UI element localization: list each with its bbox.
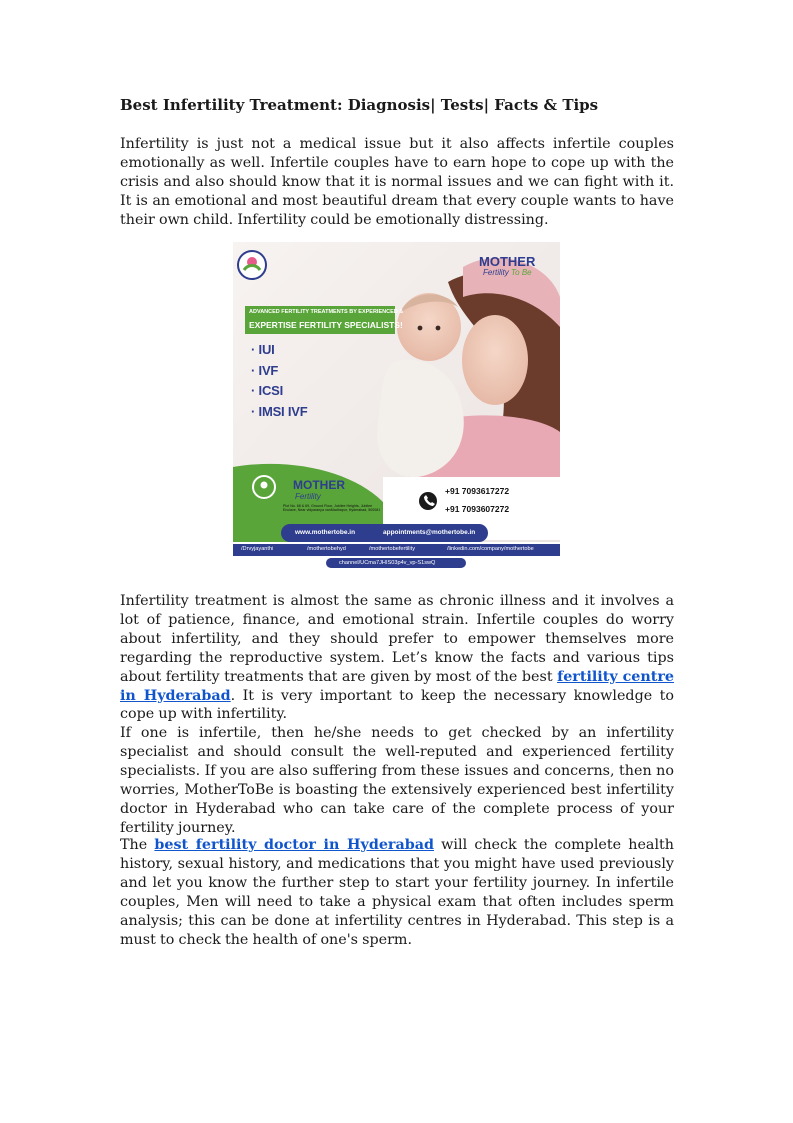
brand-sub-b: To Be [511,268,532,277]
brand-sub-a: Fertility [295,492,321,501]
phone-number-2: +91 7093607272 [445,504,510,514]
youtube-channel: channel/UCma7JHIS03p4v_vp-S1swQ [339,560,436,566]
phone-number-1: +91 7093617272 [445,486,510,496]
linkedin-handle: /linkedin.com/company/mothertobe [447,546,534,552]
text-segment: will check the complete health history, sexual history, and medications that you might have used previously and let you know the further step to start your fertility journey. In infertile couples, Men will need to take a physical exam that often includes sperm analysis; this can be done at infertility centres in Hyderabad. This step is a must to check the health of one's sperm. [120,837,674,948]
clinic-advertisement-image [233,242,560,570]
treatment-item: · ICSI [251,383,284,398]
brand-logo-bottom: MOTHER [293,478,345,492]
brand-logo-top-sub [483,268,532,277]
website-text: www.mothertobe.in [295,529,356,536]
brand-sub-a: Fertility [483,268,509,277]
text-segment: The [120,837,155,853]
twitter-handle: /mothertobehyd [307,546,346,552]
banner-line-2: EXPERTISE FERTILITY SPECIALISTS! [249,320,403,330]
treatment-paragraph [120,592,674,724]
instagram-handle: /mothertobefertility [369,546,416,552]
clinic-address: Plot No. 68 & 69, Ground Floor, Jubilee Heights, Jubilee Enclave, Near vidyaranya vanMadhapur, Hyderabad, 500081 [283,504,381,513]
fertility-doctor-link[interactable]: best fertility doctor in Hyderabad [154,837,434,853]
treatment-item: · IVF [251,362,279,378]
brand-logo-bottom-sub [295,492,344,501]
article-title: Best Infertility Treatment: Diagnosis| Tests| Facts & Tips [120,96,599,114]
fertility-centre-link[interactable]: fertility centre in Hyderabad [120,668,674,704]
specialist-paragraph: If one is infertile, then he/she needs to get checked by an infertility specialist and should consult the well-reputed and experienced fertility specialists. If you are also suffering from these issues and concerns, then no worries, MotherToBe is boasting the extensively experienced best infertility doctor in Hyderabad who can take care of the complete process of your fertility journey. [120,725,674,836]
brand-logo-top: MOTHER [479,254,536,269]
treatment-item: · IMSI IVF [251,403,308,419]
treatment-item: · IUI [251,342,275,357]
facebook-handle: /Drvyjayanthi [241,546,274,552]
text-segment: . It is very important to keep the necessary knowledge to cope up with infertility. [120,687,674,723]
treatment-list [251,340,308,422]
banner-line-1: ADVANCED FERTILITY TREATMENTS BY EXPERIENCED & [249,309,404,315]
intro-paragraph: Infertility is just not a medical issue but it also affects infertile couples emotionally as well. Infertile couples have to earn hope to cope up with the crisis and also should know that it is normal issues and we can fight with it. It is an emotional and most beautiful dream that every couple wants to have their own child. Infertility could be emotionally distressing. [120,136,674,228]
doctor-paragraph [120,836,674,949]
brand-sub-b: To Be [323,492,344,501]
text-segment: Infertility treatment is almost the same as chronic illness and it involves a lot of patience, finance, and emotional strain. Infertile couples do worry about infertility, and they should prefer to empower themselves more regarding the reproductive system. Let’s know the facts and various tips about fertility treatments that are given by most of the best [120,593,674,685]
email-text: appointments@mothertobe.in [383,529,476,536]
